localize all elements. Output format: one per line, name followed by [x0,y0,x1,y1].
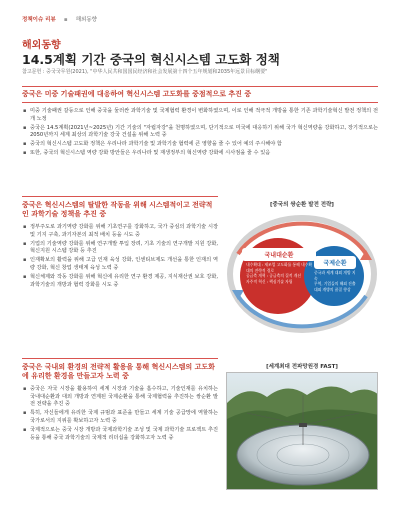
list-item: 대외 개방의 품질 향상 [314,286,351,292]
list-item: ▪ 인재확보의 활력을 위해 고급 인재 육성 강화, 인센티브제도 개선을 통한 인재의 역량 강화, 혁신 창업 생태계 육성 노력 중 [22,257,218,272]
fast-telescope-figure [226,362,378,492]
list-item: 무역, 기업들의 해외 진출 [314,281,356,286]
list-item: ▪ 또한, 중국의 혁신시스템 역량 강화 방안들은 우리나라 및 재생정부의 혁신역량 강화에 시사점을 줄 수 있음 [22,150,378,158]
figure-label: [중국의 쌍순환 발전 전략] [270,202,334,208]
domestic-title: 국내대순환 [242,248,316,261]
section-1 [22,86,378,160]
domestic-items [246,262,312,284]
dual-circulation-figure [226,200,378,340]
international-title: 국제순환 [314,256,356,269]
list-item: 자주적 혁신 : 핵심기술 자립 [246,278,293,284]
list-item: ▪ 중국은 14.5계획(2021년~2025년) 기간 기술의 "자립자강"을 천명하였으며, 단기적으로 미국에 대응하기 위해 국가 혁신역량을 강화하고, 장기적으로는 2050년까지 세계 최상의 과학기술 강국 건설을 위해 노력 중 [22,125,378,140]
section-3-bullets [22,386,218,442]
telescope-photo [226,372,378,490]
section-1-heading: 중국은 미중 기술패권에 대응하여 혁신시스템 고도화를 중점적으로 추진 중 [22,86,378,103]
list-item: ▪ 혁신체제와 작동 강화를 위해 혁신에 유리한 연구 환경 제공, 지식재산권 보호 강화, 과학기술의 개방과 협력 강화를 시도 중 [22,274,218,289]
reference-line: 참고문헌 : 중국국무원(2021), "中华人民共和国国民经济和社会发展第十四个五年规划和2035年远景目标纲要" [22,69,268,75]
section-2 [22,196,218,291]
list-item: ▪ 특히, 자신들에게 유리한 국제 규범과 표준을 만들고 세계 기술 공급망에 역할하는 국가로서의 지위를 확보하고자 노력 중 [22,410,218,425]
list-item: ▪ 정부주도로 과기역량 강화를 위해 기초연구를 강화하고, 국가 중심의 과학기술 시장 및 기지 구축, 과기자본의 최적 배치 등을 시도 중 [22,224,218,239]
section-3 [22,358,218,444]
list-item: ▪ 중국은 자국 시장을 활용하여 세계 시장과 기술을 흡수하고, 기술인재를 유치하는 국내대순환과 대외 개방과 연계된 국제순환을 통해 국제협력을 추진하는 쌍순환 발전 전략을 추진 중 [22,386,218,409]
list-item: 중국과 세계 대외 개방 지속 [314,270,356,281]
telescope-image [227,373,378,490]
section-3-heading: 중국은 국내외 환경의 전략적 활용을 통해 혁신시스템의 고도화에 유리한 환경을 만들고자 노력 중 [22,358,218,381]
list-item: ▪ 중국의 혁신시스템 고도화 정책은 우리나라 과학기술 및 과학기술 협력에 큰 영향을 줄 수 있어 예의 주시해야 함 [22,141,378,149]
list-item: ▪ 기업의 기술역량 강화를 위해 연구개발 투입 장려, 기초 기술의 연구개발 지원 강화, 혁신지원 시스템 강화 등 추진 [22,241,218,256]
series-name: 정책이슈 리뷰 [22,17,56,23]
running-header [22,6,378,23]
page-title: 14.5계획 기간 중국의 혁신시스템 고도화 정책 [22,52,280,67]
section-2-heading: 중국은 혁신시스템의 탈발한 작동을 위해 시스템적이고 전략적인 과학기술 정책을 추진 중 [22,196,218,219]
header-separator: ▪ [63,17,68,23]
international-items [314,270,358,292]
figure-label: [세계최대 전파망원경 FAST] [266,364,338,370]
section-2-bullets [22,224,218,289]
section-1-bullets [22,108,378,158]
category-tag: 해외동향 [22,40,61,51]
section-name: 해외동향 [75,17,97,23]
list-item: 공급측 개혁 : 공급측의 질적 개선 [246,273,301,278]
list-item: 내수확대 : 제조업 고도화를 통해 내수확대의 전략적 경로 [246,262,312,273]
list-item: ▪ 미중 기술패권 갈등으로 인해 중국을 둘러싼 과학기술 및 국제협력 환경이 변화하였으며, 이로 인해 적극적 개방을 통한 기존 과학기술혁신 발전 정책의 전개 노정 [22,108,378,123]
list-item: ▪ 국제적으로는 중국 시장 개방과 국제과학기술 조성 및 국제 과학기술 프로젝트 추진 등을 통해 중국 과학기술의 국제적 리더십을 강화하고자 노력 중 [22,427,218,442]
